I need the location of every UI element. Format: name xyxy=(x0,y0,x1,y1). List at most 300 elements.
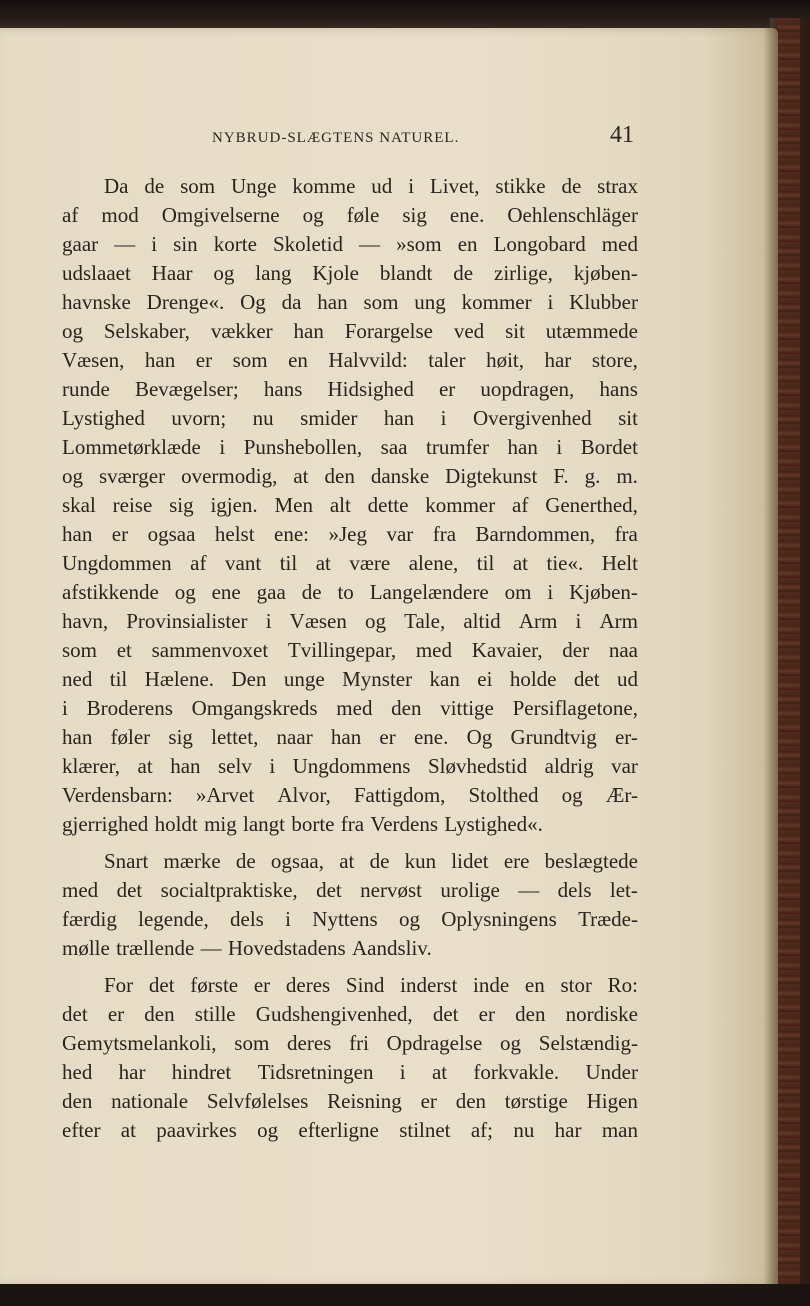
word: som xyxy=(180,174,216,198)
word: Provinsialister xyxy=(126,609,248,633)
word: Da xyxy=(104,174,129,198)
word: et xyxy=(116,638,132,662)
word: selv xyxy=(218,754,252,778)
word: af xyxy=(62,203,79,227)
word: let- xyxy=(609,878,638,902)
word: mølle xyxy=(62,936,110,960)
word: en xyxy=(524,973,545,997)
text-line xyxy=(62,694,638,723)
running-head: NYBRUD-SLÆGTENS NATUREL. xyxy=(212,130,460,146)
word: føle xyxy=(346,203,380,227)
word: han xyxy=(383,406,415,430)
word: Tidsretningen xyxy=(257,1060,374,1084)
word: og xyxy=(500,1031,522,1055)
word: føler xyxy=(110,725,151,749)
text-line xyxy=(62,971,638,1000)
word: som xyxy=(62,638,98,662)
word: den xyxy=(391,696,422,720)
word: hans xyxy=(263,377,303,401)
word: Punshebollen, xyxy=(243,435,363,459)
text-line xyxy=(62,259,638,288)
word: Sind xyxy=(345,973,385,997)
word: alene, xyxy=(408,551,459,575)
word: en xyxy=(288,348,308,372)
word: ung xyxy=(414,290,446,314)
word: stikke xyxy=(495,174,546,198)
word: alt xyxy=(329,493,351,517)
word: sammenvoxet xyxy=(151,638,269,662)
word: Den xyxy=(231,667,267,691)
word: man xyxy=(601,1118,638,1142)
word: Mynster xyxy=(342,667,413,691)
word: han xyxy=(62,725,93,749)
word: Halvvild: xyxy=(328,348,408,372)
word: saa xyxy=(380,435,408,459)
word: hed xyxy=(62,1060,93,1084)
word: ogsaa xyxy=(147,522,196,546)
paragraph xyxy=(62,847,638,963)
word: med xyxy=(336,696,373,720)
word: han xyxy=(170,754,201,778)
word: Livet, xyxy=(429,174,480,198)
word: til xyxy=(476,551,495,575)
word: Klubber xyxy=(569,290,638,314)
word: Hovedstadens xyxy=(227,936,346,960)
cover-binding-pattern xyxy=(778,18,800,1288)
word: er xyxy=(253,973,271,997)
text-line xyxy=(62,723,638,752)
word: socialtpraktiske, xyxy=(160,878,298,902)
text-line xyxy=(62,665,638,694)
text-line xyxy=(62,404,638,433)
word: høit, xyxy=(486,348,524,372)
word: at xyxy=(137,754,153,778)
word: mig xyxy=(204,812,237,836)
word: »Arvet xyxy=(195,783,255,807)
word: altid xyxy=(463,609,501,633)
word: i xyxy=(575,609,582,633)
word: han xyxy=(330,725,362,749)
word: trumfer xyxy=(426,435,490,459)
word: Ro: xyxy=(607,973,638,997)
word: aldrig xyxy=(544,754,594,778)
word: Higen xyxy=(586,1089,638,1113)
word: Skoletid xyxy=(272,232,343,256)
word: Træde- xyxy=(578,907,638,931)
word: Verdens xyxy=(370,812,439,836)
word: Omgivelserne xyxy=(161,203,280,227)
text-line xyxy=(62,636,638,665)
page-gutter-shadow xyxy=(764,28,778,1286)
word: store, xyxy=(591,348,638,372)
text-line xyxy=(62,317,638,346)
word: vant xyxy=(225,551,262,575)
word: er xyxy=(478,1002,495,1026)
word: smider xyxy=(300,406,358,430)
word: legende, xyxy=(138,907,209,931)
word: Bevægelser; xyxy=(134,377,239,401)
word: Langelændere xyxy=(369,580,489,604)
text-line xyxy=(62,201,638,230)
word: forkvakle. xyxy=(473,1060,560,1084)
word: udslaaet xyxy=(62,261,131,285)
word: Oehlenschläger xyxy=(507,203,638,227)
word: og xyxy=(364,609,386,633)
word: Selstændig- xyxy=(538,1031,638,1055)
text-line xyxy=(62,1116,638,1145)
word: er- xyxy=(614,725,638,749)
word: han xyxy=(507,435,538,459)
word: hindret xyxy=(171,1060,232,1084)
word: nervøst xyxy=(360,878,422,902)
word: Selvfølelses xyxy=(206,1089,309,1113)
word: og xyxy=(213,261,235,285)
word: klærer, xyxy=(62,754,121,778)
word: er xyxy=(438,377,456,401)
word: sit xyxy=(618,406,638,430)
word: i xyxy=(399,1060,406,1084)
text-line xyxy=(62,346,638,375)
word: det xyxy=(116,878,143,902)
word: i xyxy=(440,406,447,430)
text-line xyxy=(62,520,638,549)
word: naar xyxy=(276,725,313,749)
word: dels xyxy=(557,878,592,902)
word: sig xyxy=(169,493,194,517)
word: sin xyxy=(173,232,198,256)
word: inderst xyxy=(400,973,458,997)
word: mærke xyxy=(163,849,221,873)
word: trællende xyxy=(116,936,195,960)
word: det xyxy=(316,878,342,902)
word: Broderens xyxy=(86,696,173,720)
word: i xyxy=(62,696,68,720)
word: han xyxy=(293,319,324,343)
word: en xyxy=(457,232,478,256)
word: — xyxy=(518,878,540,902)
text-line xyxy=(62,934,638,963)
page-number: 41 xyxy=(610,122,634,148)
word: i xyxy=(285,907,291,931)
word: stor xyxy=(560,973,592,997)
text-line xyxy=(62,172,638,201)
word: beslægtede xyxy=(544,849,638,873)
word: Hidsighed xyxy=(327,377,414,401)
word: Ungdommens xyxy=(292,754,411,778)
word: Drenge«. xyxy=(146,290,225,314)
word: stilnet xyxy=(399,1118,451,1142)
word: igjen. xyxy=(210,493,258,517)
word: lang xyxy=(255,261,292,285)
word: Forargelse xyxy=(344,319,433,343)
word: efter xyxy=(62,1118,101,1142)
word: har xyxy=(554,1118,582,1142)
word: Tale, xyxy=(404,609,446,633)
word: han xyxy=(144,348,176,372)
word: vækker xyxy=(210,319,273,343)
word: er xyxy=(379,725,396,749)
scan-bottom-border xyxy=(0,1284,810,1306)
word: deres xyxy=(285,973,331,997)
text-line xyxy=(62,781,638,810)
word: lidet xyxy=(451,849,489,873)
text-line xyxy=(62,847,638,876)
word: ene. xyxy=(413,725,449,749)
word: Væsen xyxy=(289,609,347,633)
word: dels xyxy=(230,907,264,931)
word: utæmmede xyxy=(545,319,638,343)
word: Lystighed«. xyxy=(444,812,543,836)
word: naa xyxy=(608,638,638,662)
word: — xyxy=(359,232,381,256)
word: For xyxy=(104,973,134,997)
word: af; xyxy=(470,1118,494,1142)
text-line xyxy=(62,288,638,317)
word: hans xyxy=(599,377,638,401)
word: han xyxy=(317,290,348,314)
word: være xyxy=(349,551,391,575)
word: det xyxy=(573,667,600,691)
word: og xyxy=(62,464,83,488)
text-line xyxy=(62,1058,638,1087)
word: Oplysningens xyxy=(441,907,557,931)
word: at xyxy=(120,1118,136,1142)
word: ogsaa, xyxy=(270,849,324,873)
word: Ungdommen xyxy=(62,551,172,575)
word: og xyxy=(174,580,196,604)
text-line xyxy=(62,752,638,781)
word: havn, xyxy=(62,609,109,633)
word: Bordet xyxy=(580,435,638,459)
word: nationale xyxy=(111,1089,189,1113)
word: er xyxy=(420,1089,437,1113)
word: Kjole xyxy=(312,261,359,285)
word: fra xyxy=(614,522,638,546)
word: Lystighed xyxy=(62,406,145,430)
word: i xyxy=(219,435,226,459)
word: Unge xyxy=(231,174,277,198)
word: at xyxy=(293,464,309,488)
text-line xyxy=(62,578,638,607)
word: den xyxy=(324,464,355,488)
word: Verdensbarn: xyxy=(62,783,173,807)
word: og xyxy=(257,1118,279,1142)
word: at xyxy=(315,551,331,575)
word: kun xyxy=(404,849,437,873)
word: den xyxy=(144,1002,175,1026)
word: nu xyxy=(252,406,274,430)
word: sig xyxy=(168,725,193,749)
book-binding-top xyxy=(0,0,810,30)
paragraph xyxy=(62,971,638,1145)
word: er xyxy=(111,522,129,546)
word: Haar xyxy=(151,261,193,285)
word: zirlige, xyxy=(494,261,553,285)
word: korte xyxy=(213,232,257,256)
word: det xyxy=(148,973,175,997)
word: kommer xyxy=(425,493,496,517)
word: ene xyxy=(211,580,241,604)
word: »Jeg xyxy=(328,522,367,546)
text-line xyxy=(62,230,638,259)
word: de xyxy=(561,174,582,198)
word: i xyxy=(547,580,554,604)
word: han xyxy=(62,522,93,546)
word: nordiske xyxy=(565,1002,638,1026)
word: den xyxy=(455,1089,487,1113)
word: Gudshengivenhed, xyxy=(255,1002,413,1026)
word: Gemytsmelankoli, xyxy=(62,1031,217,1055)
word: Hælene. xyxy=(144,667,215,691)
word: og xyxy=(398,907,420,931)
word: fra xyxy=(340,812,365,836)
text-line xyxy=(62,607,638,636)
paragraph xyxy=(62,172,638,839)
word: Alvor, xyxy=(277,783,331,807)
word: — xyxy=(200,936,222,960)
word: Aandsliv. xyxy=(351,936,432,960)
word: Digtekunst xyxy=(445,464,538,488)
word: Longobard xyxy=(493,232,586,256)
word: med xyxy=(62,878,99,902)
word: kommer xyxy=(461,290,532,314)
word: Kjøben- xyxy=(569,580,638,604)
word: første xyxy=(190,973,239,997)
word: at xyxy=(431,1060,448,1084)
word: Men xyxy=(274,493,313,517)
word: færdig xyxy=(62,907,117,931)
word: Ær- xyxy=(605,783,638,807)
word: de xyxy=(301,580,322,604)
word: Væsen, xyxy=(62,348,125,372)
word: Persiflagetone, xyxy=(512,696,638,720)
word: havnske xyxy=(62,290,131,314)
word: Lommetørklæde xyxy=(62,435,201,459)
word: ene: xyxy=(274,522,310,546)
word: i xyxy=(556,435,563,459)
text-line xyxy=(62,491,638,520)
word: Tvillingepar, xyxy=(287,638,397,662)
word: Og xyxy=(466,725,493,749)
word: den xyxy=(515,1002,546,1026)
word: komme xyxy=(292,174,356,198)
word: Omgangskreds xyxy=(191,696,318,720)
word: er xyxy=(195,348,213,372)
word: lettet, xyxy=(211,725,259,749)
word: i xyxy=(547,290,554,314)
word: holdt xyxy=(154,812,198,836)
word: blandt xyxy=(379,261,433,285)
word: nu xyxy=(513,1118,535,1142)
text-line xyxy=(62,1000,638,1029)
word: reise xyxy=(112,493,153,517)
word: da xyxy=(281,290,302,314)
text-line xyxy=(62,810,638,839)
body-text xyxy=(62,172,638,1145)
word: gaar xyxy=(62,232,99,256)
word: tie«. xyxy=(546,551,584,575)
word: mod xyxy=(101,203,139,227)
word: afstikkende xyxy=(62,580,159,604)
word: Arm xyxy=(518,609,558,633)
word: de xyxy=(235,849,256,873)
word: var xyxy=(611,754,638,778)
text-line xyxy=(62,1087,638,1116)
word: strax xyxy=(597,174,638,198)
word: Arm xyxy=(599,609,638,633)
word: Under xyxy=(585,1060,638,1084)
word: Generthed, xyxy=(545,493,638,517)
word: helst xyxy=(214,522,255,546)
word: og xyxy=(302,203,324,227)
word: sig xyxy=(402,203,427,227)
word: Stolthed xyxy=(468,783,539,807)
word: kan xyxy=(429,667,460,691)
word: de xyxy=(144,174,165,198)
word: Helt xyxy=(601,551,638,575)
word: F. xyxy=(553,464,569,488)
word: med xyxy=(601,232,638,256)
word: danske xyxy=(370,464,430,488)
word: stille xyxy=(194,1002,236,1026)
word: holde xyxy=(509,667,557,691)
word: Barndommen, xyxy=(475,522,596,546)
word: har xyxy=(544,348,572,372)
word: inde xyxy=(473,973,510,997)
word: de xyxy=(369,849,390,873)
word: tørstige xyxy=(504,1089,568,1113)
word: ei xyxy=(477,667,493,691)
word: g. xyxy=(584,464,601,488)
word: der xyxy=(562,638,590,662)
word: af xyxy=(190,551,207,575)
word: runde xyxy=(62,377,110,401)
word: taler xyxy=(428,348,466,372)
word: unge xyxy=(283,667,325,691)
word: fri xyxy=(349,1031,369,1055)
word: deres xyxy=(287,1031,332,1055)
word: ned xyxy=(62,667,93,691)
text-line xyxy=(62,876,638,905)
word: i xyxy=(408,174,415,198)
word: det xyxy=(432,1002,459,1026)
word: med xyxy=(415,638,452,662)
word: Fattigdom, xyxy=(353,783,446,807)
word: i xyxy=(269,754,276,778)
word: to xyxy=(337,580,354,604)
word: ene. xyxy=(449,203,485,227)
word: af xyxy=(512,493,529,517)
word: ud xyxy=(371,174,393,198)
word: Sløvhedstid xyxy=(427,754,528,778)
word: urolige xyxy=(440,878,500,902)
word: overmodig, xyxy=(181,464,278,488)
word: Selskaber, xyxy=(103,319,190,343)
word: sværger xyxy=(99,464,166,488)
word: var xyxy=(386,522,414,546)
word: paavirkes xyxy=(156,1118,237,1142)
word: Overgivenhed xyxy=(473,406,592,430)
word: den xyxy=(62,1089,93,1113)
word: vittige xyxy=(440,696,494,720)
word: Kavaier, xyxy=(471,638,543,662)
word: som xyxy=(232,348,268,372)
word: langt xyxy=(243,812,286,836)
word: Reisning xyxy=(327,1089,402,1113)
text-line xyxy=(62,1029,638,1058)
word: dette xyxy=(367,493,409,517)
text-line xyxy=(62,375,638,404)
